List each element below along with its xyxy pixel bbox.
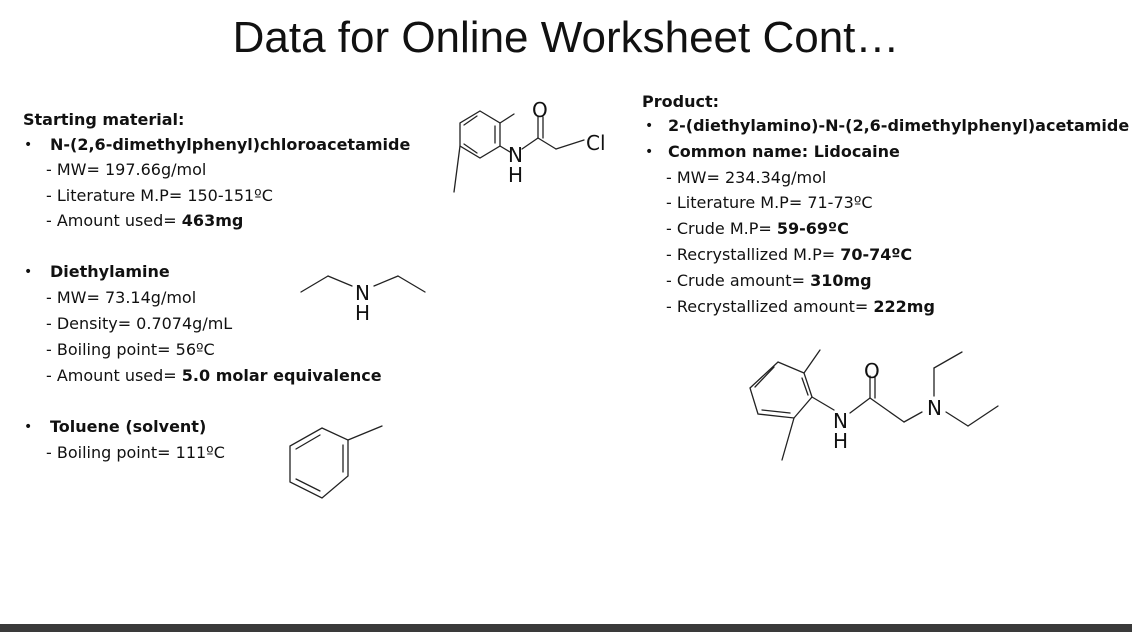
amine-nitrogen-label: N bbox=[927, 396, 942, 420]
chloroacetamide-name: N-(2,6-dimethylphenyl)chloroacetamide bbox=[50, 135, 411, 154]
hydrogen-label: H bbox=[508, 163, 524, 187]
crude-mp-label: - Crude M.P= bbox=[666, 219, 777, 238]
recryst-mp-label: - Recrystallized M.P= bbox=[666, 245, 841, 264]
product-crude-mp bbox=[666, 216, 849, 242]
hydrogen-label: H bbox=[833, 429, 849, 453]
chloroacetamide-mw: - MW= 197.66g/mol bbox=[46, 160, 207, 179]
crude-amount-label: - Crude amount= bbox=[666, 271, 811, 290]
starting-material-heading: Starting material: bbox=[23, 110, 185, 129]
product-name: 2-(diethylamino)-N-(2,6-dimethylphenyl)acetamide bbox=[668, 116, 1130, 135]
oxygen-label: O bbox=[532, 98, 548, 122]
chloroacetamide-structure bbox=[418, 86, 618, 198]
toluene-structure bbox=[282, 422, 392, 504]
recryst-amount-value: 222mg bbox=[873, 297, 935, 316]
diethylamine-name: Diethylamine bbox=[50, 262, 170, 281]
crude-amount-value: 310mg bbox=[810, 271, 872, 290]
diethylamine-structure bbox=[296, 268, 430, 328]
diethylamine-mw: - MW= 73.14g/mol bbox=[46, 288, 197, 307]
nitrogen-label: N bbox=[355, 281, 370, 305]
toluene-name: Toluene (solvent) bbox=[50, 417, 207, 436]
diethylamine-bp: - Boiling point= 56ºC bbox=[46, 340, 215, 359]
hydrogen-label: H bbox=[355, 301, 371, 325]
bottom-bar bbox=[0, 624, 1132, 632]
product-heading: Product: bbox=[642, 92, 719, 111]
amount-label: - Amount used= bbox=[46, 366, 182, 385]
amount-value: 5.0 molar equivalence bbox=[181, 366, 382, 385]
chloroacetamide-amount bbox=[46, 208, 243, 234]
crude-mp-value: 59-69ºC bbox=[776, 219, 849, 238]
product-recryst-amount bbox=[666, 294, 935, 320]
product-mw: - MW= 234.34g/mol bbox=[666, 168, 827, 187]
bullet-icon: • bbox=[24, 419, 33, 435]
bullet-icon: • bbox=[645, 144, 654, 160]
amount-label: - Amount used= bbox=[46, 211, 182, 230]
product-crude-amount bbox=[666, 268, 872, 294]
toluene-bp: - Boiling point= 111ºC bbox=[46, 443, 225, 462]
product-common-name: Common name: Lidocaine bbox=[668, 142, 900, 161]
amount-value: 463mg bbox=[181, 211, 244, 230]
diethylamine-density: - Density= 0.7074g/mL bbox=[46, 314, 233, 333]
chloroacetamide-mp: - Literature M.P= 150-151ºC bbox=[46, 186, 273, 205]
recryst-mp-value: 70-74ºC bbox=[840, 245, 913, 264]
lidocaine-structure bbox=[742, 340, 1006, 466]
oxygen-label: O bbox=[864, 359, 880, 383]
nitrogen-label: N bbox=[508, 143, 523, 167]
slide-title: Data for Online Worksheet Cont… bbox=[232, 13, 900, 62]
recryst-amount-label: - Recrystallized amount= bbox=[666, 297, 874, 316]
chlorine-label: Cl bbox=[586, 131, 606, 155]
bullet-icon: • bbox=[24, 264, 33, 280]
bullet-icon: • bbox=[24, 137, 33, 153]
nitrogen-label: N bbox=[833, 409, 848, 433]
bullet-icon: • bbox=[645, 118, 654, 134]
product-recryst-mp bbox=[666, 242, 912, 268]
diethylamine-amount bbox=[46, 363, 382, 389]
product-lit-mp: - Literature M.P= 71-73ºC bbox=[666, 193, 873, 212]
